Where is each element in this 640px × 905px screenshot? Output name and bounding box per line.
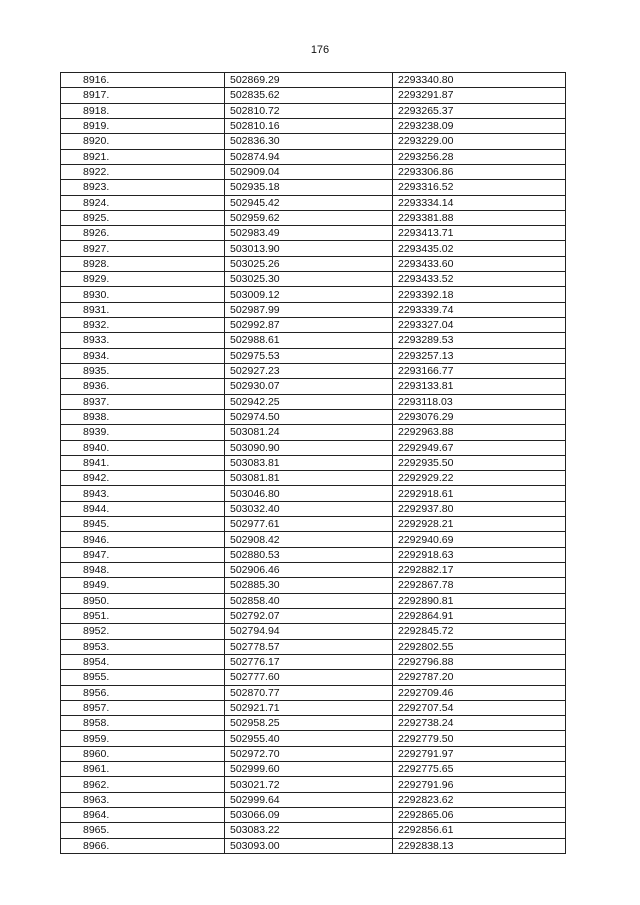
- point-number-cell: 8928.: [61, 256, 225, 271]
- easting-cell: 502836.30: [225, 134, 393, 149]
- point-number-cell: 8955.: [61, 670, 225, 685]
- table-row: [61, 547, 566, 562]
- point-number-cell: 8943.: [61, 486, 225, 501]
- table-row: [61, 394, 566, 409]
- easting-cell: 503025.26: [225, 256, 393, 271]
- table-row: [61, 808, 566, 823]
- table-row: [61, 241, 566, 256]
- northing-cell: 2292791.97: [393, 746, 566, 761]
- northing-cell: 2293433.60: [393, 256, 566, 271]
- easting-cell: 502983.49: [225, 226, 393, 241]
- table-row: [61, 501, 566, 516]
- table-row: [61, 210, 566, 225]
- easting-cell: 502885.30: [225, 578, 393, 593]
- northing-cell: 2293133.81: [393, 379, 566, 394]
- easting-cell: 502999.60: [225, 762, 393, 777]
- northing-cell: 2293316.52: [393, 180, 566, 195]
- northing-cell: 2293327.04: [393, 318, 566, 333]
- table-row: [61, 363, 566, 378]
- easting-cell: 502935.18: [225, 180, 393, 195]
- point-number-cell: 8946.: [61, 532, 225, 547]
- northing-cell: 2293392.18: [393, 287, 566, 302]
- easting-cell: 502942.25: [225, 394, 393, 409]
- point-number-cell: 8956.: [61, 685, 225, 700]
- table-row: [61, 149, 566, 164]
- table-row: [61, 716, 566, 731]
- easting-cell: 502977.61: [225, 517, 393, 532]
- northing-cell: 2292856.61: [393, 823, 566, 838]
- point-number-cell: 8919.: [61, 118, 225, 133]
- northing-cell: 2293166.77: [393, 363, 566, 378]
- easting-cell: 502776.17: [225, 654, 393, 669]
- table-row: [61, 685, 566, 700]
- northing-cell: 2292918.61: [393, 486, 566, 501]
- point-number-cell: 8940.: [61, 440, 225, 455]
- northing-cell: 2293334.14: [393, 195, 566, 210]
- northing-cell: 2293257.13: [393, 348, 566, 363]
- easting-cell: 503093.00: [225, 838, 393, 853]
- table-row: [61, 593, 566, 608]
- northing-cell: 2292882.17: [393, 563, 566, 578]
- table-row: [61, 532, 566, 547]
- easting-cell: 502909.04: [225, 164, 393, 179]
- northing-cell: 2292937.80: [393, 501, 566, 516]
- table-row: [61, 287, 566, 302]
- table-row: [61, 731, 566, 746]
- point-number-cell: 8924.: [61, 195, 225, 210]
- easting-cell: 503090.90: [225, 440, 393, 455]
- easting-cell: 503083.81: [225, 455, 393, 470]
- point-number-cell: 8966.: [61, 838, 225, 853]
- northing-cell: 2292865.06: [393, 808, 566, 823]
- easting-cell: 502972.70: [225, 746, 393, 761]
- point-number-cell: 8931.: [61, 302, 225, 317]
- northing-cell: 2293433.52: [393, 272, 566, 287]
- point-number-cell: 8942.: [61, 471, 225, 486]
- table-row: [61, 440, 566, 455]
- point-number-cell: 8917.: [61, 88, 225, 103]
- coordinates-table: [60, 72, 566, 854]
- table-row: [61, 578, 566, 593]
- easting-cell: 502835.62: [225, 88, 393, 103]
- easting-cell: 502959.62: [225, 210, 393, 225]
- northing-cell: 2293340.80: [393, 73, 566, 88]
- easting-cell: 502880.53: [225, 547, 393, 562]
- point-number-cell: 8934.: [61, 348, 225, 363]
- point-number-cell: 8949.: [61, 578, 225, 593]
- northing-cell: 2292949.67: [393, 440, 566, 455]
- point-number-cell: 8965.: [61, 823, 225, 838]
- northing-cell: 2293291.87: [393, 88, 566, 103]
- northing-cell: 2292890.81: [393, 593, 566, 608]
- northing-cell: 2292791.96: [393, 777, 566, 792]
- point-number-cell: 8963.: [61, 792, 225, 807]
- point-number-cell: 8916.: [61, 73, 225, 88]
- point-number-cell: 8958.: [61, 716, 225, 731]
- easting-cell: 502955.40: [225, 731, 393, 746]
- easting-cell: 502999.64: [225, 792, 393, 807]
- easting-cell: 502778.57: [225, 639, 393, 654]
- table-row: [61, 318, 566, 333]
- table-row: [61, 455, 566, 470]
- easting-cell: 502906.46: [225, 563, 393, 578]
- easting-cell: 502921.71: [225, 700, 393, 715]
- table-row: [61, 88, 566, 103]
- table-row: [61, 471, 566, 486]
- northing-cell: 2292787.20: [393, 670, 566, 685]
- easting-cell: 503009.12: [225, 287, 393, 302]
- table-row: [61, 700, 566, 715]
- easting-cell: 503081.24: [225, 425, 393, 440]
- northing-cell: 2293306.86: [393, 164, 566, 179]
- northing-cell: 2292929.22: [393, 471, 566, 486]
- easting-cell: 503021.72: [225, 777, 393, 792]
- northing-cell: 2293289.53: [393, 333, 566, 348]
- table-row: [61, 195, 566, 210]
- point-number-cell: 8935.: [61, 363, 225, 378]
- point-number-cell: 8960.: [61, 746, 225, 761]
- table-row: [61, 563, 566, 578]
- northing-cell: 2292918.63: [393, 547, 566, 562]
- point-number-cell: 8926.: [61, 226, 225, 241]
- point-number-cell: 8951.: [61, 608, 225, 623]
- table-row: [61, 348, 566, 363]
- point-number-cell: 8922.: [61, 164, 225, 179]
- point-number-cell: 8947.: [61, 547, 225, 562]
- point-number-cell: 8959.: [61, 731, 225, 746]
- northing-cell: 2292796.88: [393, 654, 566, 669]
- table-row: [61, 670, 566, 685]
- northing-cell: 2293265.37: [393, 103, 566, 118]
- table-row: [61, 73, 566, 88]
- point-number-cell: 8952.: [61, 624, 225, 639]
- point-number-cell: 8933.: [61, 333, 225, 348]
- easting-cell: 502930.07: [225, 379, 393, 394]
- table-row: [61, 256, 566, 271]
- table-row: [61, 792, 566, 807]
- northing-cell: 2292963.88: [393, 425, 566, 440]
- northing-cell: 2292940.69: [393, 532, 566, 547]
- point-number-cell: 8957.: [61, 700, 225, 715]
- table-row: [61, 486, 566, 501]
- northing-cell: 2292864.91: [393, 608, 566, 623]
- northing-cell: 2292935.50: [393, 455, 566, 470]
- easting-cell: 502869.29: [225, 73, 393, 88]
- table-row: [61, 624, 566, 639]
- easting-cell: 503066.09: [225, 808, 393, 823]
- point-number-cell: 8927.: [61, 241, 225, 256]
- point-number-cell: 8918.: [61, 103, 225, 118]
- easting-cell: 503025.30: [225, 272, 393, 287]
- table-row: [61, 180, 566, 195]
- easting-cell: 502908.42: [225, 532, 393, 547]
- point-number-cell: 8921.: [61, 149, 225, 164]
- point-number-cell: 8944.: [61, 501, 225, 516]
- table-row: [61, 333, 566, 348]
- easting-cell: 502870.77: [225, 685, 393, 700]
- easting-cell: 502810.72: [225, 103, 393, 118]
- point-number-cell: 8962.: [61, 777, 225, 792]
- easting-cell: 503032.40: [225, 501, 393, 516]
- point-number-cell: 8953.: [61, 639, 225, 654]
- northing-cell: 2293256.28: [393, 149, 566, 164]
- easting-cell: 503013.90: [225, 241, 393, 256]
- easting-cell: 502945.42: [225, 195, 393, 210]
- point-number-cell: 8964.: [61, 808, 225, 823]
- point-number-cell: 8938.: [61, 409, 225, 424]
- northing-cell: 2292709.46: [393, 685, 566, 700]
- table-row: [61, 608, 566, 623]
- easting-cell: 502777.60: [225, 670, 393, 685]
- table-row: [61, 118, 566, 133]
- easting-cell: 503083.22: [225, 823, 393, 838]
- northing-cell: 2293238.09: [393, 118, 566, 133]
- page-number: 176: [310, 44, 330, 56]
- easting-cell: 502794.94: [225, 624, 393, 639]
- table-row: [61, 639, 566, 654]
- point-number-cell: 8945.: [61, 517, 225, 532]
- northing-cell: 2292707.54: [393, 700, 566, 715]
- point-number-cell: 8961.: [61, 762, 225, 777]
- northing-cell: 2292779.50: [393, 731, 566, 746]
- table-row: [61, 823, 566, 838]
- easting-cell: 502974.50: [225, 409, 393, 424]
- table-row: [61, 302, 566, 317]
- northing-cell: 2293229.00: [393, 134, 566, 149]
- table-row: [61, 226, 566, 241]
- easting-cell: 502958.25: [225, 716, 393, 731]
- point-number-cell: 8948.: [61, 563, 225, 578]
- table-row: [61, 164, 566, 179]
- northing-cell: 2292802.55: [393, 639, 566, 654]
- point-number-cell: 8925.: [61, 210, 225, 225]
- northing-cell: 2292867.78: [393, 578, 566, 593]
- easting-cell: 502987.99: [225, 302, 393, 317]
- easting-cell: 503081.81: [225, 471, 393, 486]
- easting-cell: 502858.40: [225, 593, 393, 608]
- point-number-cell: 8950.: [61, 593, 225, 608]
- easting-cell: 502874.94: [225, 149, 393, 164]
- northing-cell: 2293435.02: [393, 241, 566, 256]
- northing-cell: 2292845.72: [393, 624, 566, 639]
- northing-cell: 2292928.21: [393, 517, 566, 532]
- point-number-cell: 8939.: [61, 425, 225, 440]
- easting-cell: 503046.80: [225, 486, 393, 501]
- northing-cell: 2292738.24: [393, 716, 566, 731]
- table-row: [61, 103, 566, 118]
- point-number-cell: 8930.: [61, 287, 225, 302]
- table-row: [61, 654, 566, 669]
- northing-cell: 2292775.65: [393, 762, 566, 777]
- easting-cell: 502988.61: [225, 333, 393, 348]
- point-number-cell: 8937.: [61, 394, 225, 409]
- table-row: [61, 517, 566, 532]
- northing-cell: 2293413.71: [393, 226, 566, 241]
- easting-cell: 502927.23: [225, 363, 393, 378]
- northing-cell: 2293381.88: [393, 210, 566, 225]
- table-row: [61, 746, 566, 761]
- table-row: [61, 134, 566, 149]
- easting-cell: 502810.16: [225, 118, 393, 133]
- table-row: [61, 425, 566, 440]
- northing-cell: 2292838.13: [393, 838, 566, 853]
- table-row: [61, 838, 566, 853]
- easting-cell: 502975.53: [225, 348, 393, 363]
- coordinates-table-body: [61, 73, 566, 854]
- point-number-cell: 8929.: [61, 272, 225, 287]
- point-number-cell: 8932.: [61, 318, 225, 333]
- northing-cell: 2292823.62: [393, 792, 566, 807]
- easting-cell: 502792.07: [225, 608, 393, 623]
- easting-cell: 502992.87: [225, 318, 393, 333]
- table-row: [61, 777, 566, 792]
- northing-cell: 2293339.74: [393, 302, 566, 317]
- table-row: [61, 272, 566, 287]
- table-row: [61, 409, 566, 424]
- point-number-cell: 8941.: [61, 455, 225, 470]
- northing-cell: 2293118.03: [393, 394, 566, 409]
- table-row: [61, 379, 566, 394]
- point-number-cell: 8954.: [61, 654, 225, 669]
- point-number-cell: 8923.: [61, 180, 225, 195]
- northing-cell: 2293076.29: [393, 409, 566, 424]
- point-number-cell: 8936.: [61, 379, 225, 394]
- table-row: [61, 762, 566, 777]
- point-number-cell: 8920.: [61, 134, 225, 149]
